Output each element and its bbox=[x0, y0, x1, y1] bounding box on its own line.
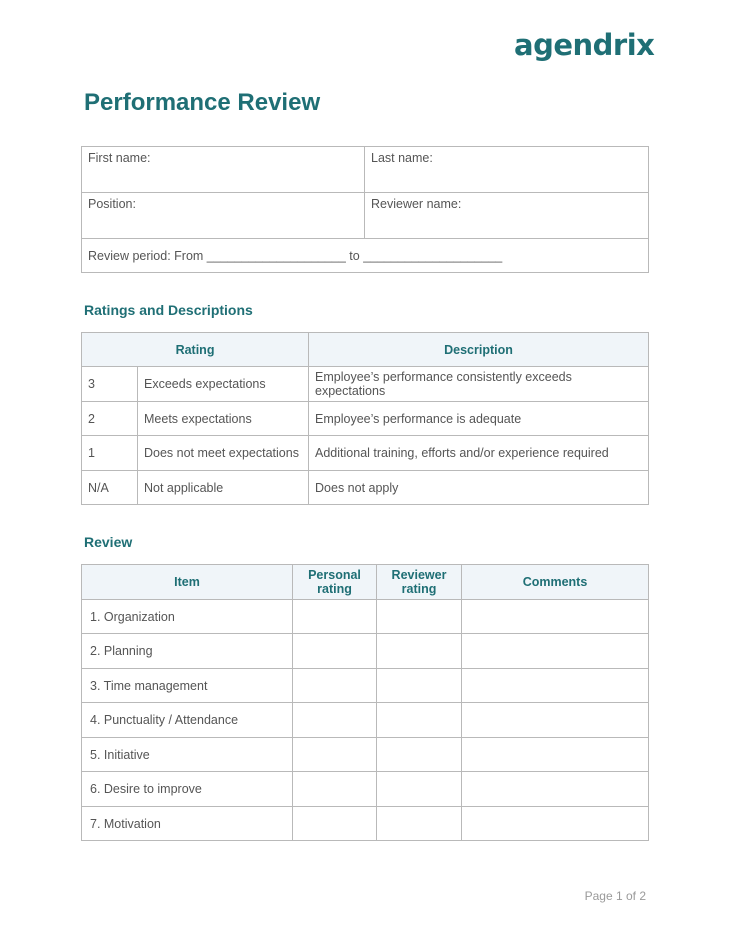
review-row bbox=[82, 807, 649, 841]
item-column-header: Item bbox=[82, 565, 293, 600]
reviewer-rating-cell[interactable] bbox=[377, 807, 462, 841]
page-number: Page 1 of 2 bbox=[584, 889, 646, 903]
rating-description: Employee’s performance consistently exceeds expectations bbox=[309, 367, 649, 402]
review-row bbox=[82, 634, 649, 669]
rating-row bbox=[82, 402, 649, 436]
reviewer-rating-column-header: Reviewer rating bbox=[377, 565, 462, 600]
comments-cell[interactable] bbox=[462, 669, 649, 703]
review-row bbox=[82, 772, 649, 807]
rating-column-header: Rating bbox=[82, 333, 309, 367]
reviewer-rating-cell[interactable] bbox=[377, 669, 462, 703]
description-column-header: Description bbox=[309, 333, 649, 367]
position-field[interactable] bbox=[82, 193, 365, 239]
rating-description: Additional training, efforts and/or experience required bbox=[309, 436, 649, 471]
reviewer-name-label: Reviewer name: bbox=[371, 197, 462, 211]
review-period-field[interactable] bbox=[82, 239, 649, 273]
reviewer-name-field[interactable] bbox=[365, 193, 649, 239]
reviewer-rating-cell[interactable] bbox=[377, 600, 462, 634]
review-section-title: Review bbox=[84, 534, 133, 550]
reviewer-rating-cell[interactable] bbox=[377, 772, 462, 807]
reviewer-rating-cell[interactable] bbox=[377, 738, 462, 772]
last-name-label: Last name: bbox=[371, 151, 433, 165]
comments-cell[interactable] bbox=[462, 703, 649, 738]
ratings-table bbox=[81, 332, 649, 505]
review-item-label: 3. Time management bbox=[82, 669, 293, 703]
review-row bbox=[82, 669, 649, 703]
reviewer-rating-cell[interactable] bbox=[377, 634, 462, 669]
comments-cell[interactable] bbox=[462, 772, 649, 807]
rating-row bbox=[82, 471, 649, 505]
review-item-label: 7. Motivation bbox=[82, 807, 293, 841]
personal-rating-cell[interactable] bbox=[293, 703, 377, 738]
rating-description: Employee’s performance is adequate bbox=[309, 402, 649, 436]
first-name-label: First name: bbox=[88, 151, 151, 165]
rating-code: 1 bbox=[82, 436, 138, 471]
review-item-label: 5. Initiative bbox=[82, 738, 293, 772]
review-item-label: 4. Punctuality / Attendance bbox=[82, 703, 293, 738]
review-item-label: 6. Desire to improve bbox=[82, 772, 293, 807]
comments-cell[interactable] bbox=[462, 600, 649, 634]
page-title: Performance Review bbox=[84, 89, 321, 116]
rating-label: Does not meet expectations bbox=[138, 436, 309, 471]
reviewer-rating-cell[interactable] bbox=[377, 703, 462, 738]
rating-code: 2 bbox=[82, 402, 138, 436]
employee-info-table bbox=[81, 146, 649, 273]
comments-cell[interactable] bbox=[462, 738, 649, 772]
personal-rating-cell[interactable] bbox=[293, 772, 377, 807]
rating-row bbox=[82, 367, 649, 402]
personal-rating-cell[interactable] bbox=[293, 634, 377, 669]
rating-label: Exceeds expectations bbox=[138, 367, 309, 402]
review-item-label: 1. Organization bbox=[82, 600, 293, 634]
review-period-label: Review period: From ____________________ to ____________________ bbox=[88, 248, 503, 263]
personal-rating-cell[interactable] bbox=[293, 669, 377, 703]
review-row bbox=[82, 738, 649, 772]
review-row bbox=[82, 703, 649, 738]
review-item-label: 2. Planning bbox=[82, 634, 293, 669]
rating-description: Does not apply bbox=[309, 471, 649, 505]
last-name-field[interactable] bbox=[365, 147, 649, 193]
comments-column-header: Comments bbox=[462, 565, 649, 600]
rating-code: 3 bbox=[82, 367, 138, 402]
agendrix-logo: agendrix bbox=[514, 28, 655, 62]
personal-rating-cell[interactable] bbox=[293, 738, 377, 772]
position-label: Position: bbox=[88, 197, 136, 211]
rating-code: N/A bbox=[82, 471, 138, 505]
comments-cell[interactable] bbox=[462, 807, 649, 841]
personal-rating-column-header: Personal rating bbox=[293, 565, 377, 600]
personal-rating-cell[interactable] bbox=[293, 600, 377, 634]
review-table bbox=[81, 564, 649, 841]
review-row bbox=[82, 600, 649, 634]
personal-rating-cell[interactable] bbox=[293, 807, 377, 841]
first-name-field[interactable] bbox=[82, 147, 365, 193]
comments-cell[interactable] bbox=[462, 634, 649, 669]
rating-label: Meets expectations bbox=[138, 402, 309, 436]
rating-row bbox=[82, 436, 649, 471]
ratings-section-title: Ratings and Descriptions bbox=[84, 302, 253, 318]
rating-label: Not applicable bbox=[138, 471, 309, 505]
